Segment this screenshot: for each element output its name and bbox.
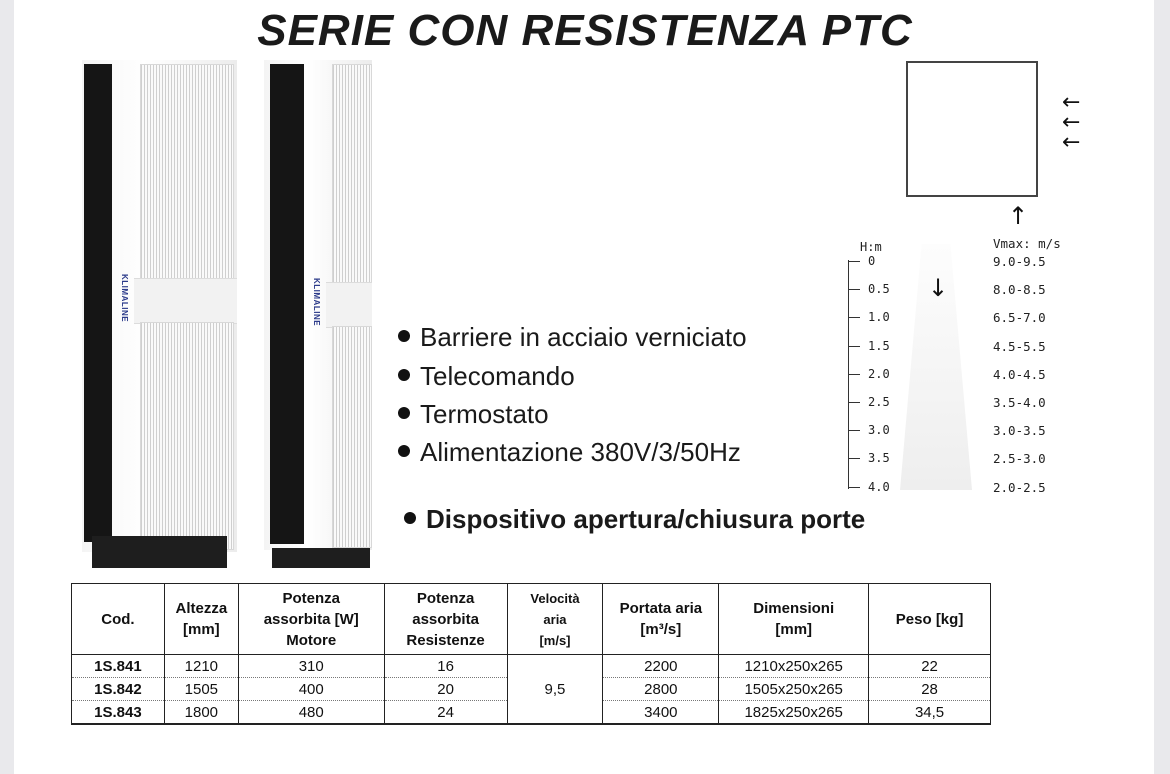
unit-middle-band [326,282,372,328]
cell-dimensioni: 1825x250x265 [719,701,869,725]
velocity-label: 6.5-7.0 [993,310,1046,325]
cell-peso: 34,5 [869,701,991,725]
velocity-label: 3.5-4.0 [993,395,1046,410]
velocity-label: 9.0-9.5 [993,254,1046,269]
velocity-axis-header: Vmax: m/s [993,236,1061,251]
arrow-left-icon: ← [1062,110,1081,135]
spec-table [71,583,991,725]
height-label: 2.0 [868,367,890,381]
cell-cod: 1S.842 [72,678,165,701]
unit-black-panel [84,64,112,542]
page-title: SERIE CON RESISTENZA PTC [257,6,913,55]
col-header-potenza-motore: Potenza assorbita [W] Motore [238,584,384,655]
cell-motore: 480 [238,701,384,725]
feature-text: Barriere in acciaio verniciato [420,322,747,352]
feature-text: Telecomando [420,361,575,391]
height-tick [848,317,860,318]
air-curtain-unit-small [264,60,372,550]
height-tick [848,346,860,347]
feature-item [398,361,575,392]
height-tick [848,430,860,431]
cell-cod: 1S.841 [72,655,165,678]
feature-text: Termostato [420,399,549,429]
velocity-label: 4.5-5.5 [993,339,1046,354]
height-label: 3.0 [868,423,890,437]
unit-grille-lower [332,326,372,548]
bullet-icon [398,445,410,457]
cell-altezza: 1210 [164,655,238,678]
unit-base-large [92,536,227,568]
height-label: 4.0 [868,480,890,494]
unit-grille-lower [140,322,234,550]
arrow-left-icon: ← [1062,90,1081,115]
col-header-velocita: Velocità aria [m/s] [507,584,603,655]
col-header-potenza-resistenze: Potenza assorbita Resistenze [384,584,507,655]
feature-item [398,399,549,430]
brand-logo: KLIMALINE [312,278,321,327]
cell-velocita: 9,5 [507,655,603,725]
feature-item [398,437,741,468]
cell-motore: 310 [238,655,384,678]
velocity-label: 3.0-3.5 [993,423,1046,438]
velocity-label: 2.0-2.5 [993,480,1046,495]
height-tick [848,374,860,375]
height-tick [848,289,860,290]
cell-motore: 400 [238,678,384,701]
height-label: 0 [868,254,876,268]
unit-grille-upper [140,64,234,280]
bullet-icon [404,512,416,524]
feature-text: Dispositivo apertura/chiusura porte [426,504,866,534]
height-label: 3.5 [868,451,890,465]
table-row [72,655,991,678]
col-header-dimensioni: Dimensioni [mm] [719,584,869,655]
brand-logo: KLIMALINE [120,274,129,323]
height-tick [848,487,860,488]
height-label: 1.0 [868,310,890,324]
arrow-left-icon: ← [1062,130,1081,155]
cell-resistenze: 24 [384,701,507,725]
unit-black-panel [270,64,304,544]
cell-altezza: 1505 [164,678,238,701]
bullet-icon [398,407,410,419]
arrow-up-icon: ↑ [1008,202,1029,230]
feature-item-bold [404,504,865,535]
height-axis-header: H:m [860,240,882,254]
height-label: 1.5 [868,339,890,353]
col-header-altezza: Altezza [mm] [164,584,238,655]
cell-portata: 2200 [603,655,719,678]
cell-dimensioni: 1505x250x265 [719,678,869,701]
table-header-row [72,584,991,655]
col-header-cod: Cod. [72,584,165,655]
cell-peso: 28 [869,678,991,701]
arrow-down-icon: ↓ [928,274,949,302]
unit-grille-upper [332,64,372,284]
cell-altezza: 1800 [164,701,238,725]
col-header-peso: Peso [kg] [869,584,991,655]
cell-peso: 22 [869,655,991,678]
feature-text: Alimentazione 380V/3/50Hz [420,437,741,467]
col-header-portata: Portata aria [m³/s] [603,584,719,655]
cell-resistenze: 20 [384,678,507,701]
velocity-label: 8.0-8.5 [993,282,1046,297]
unit-middle-band [134,278,237,324]
height-tick [848,402,860,403]
height-label: 2.5 [868,395,890,409]
bullet-icon [398,330,410,342]
cell-cod: 1S.843 [72,701,165,725]
unit-base-small [272,548,370,568]
height-label: 0.5 [868,282,890,296]
velocity-label: 4.0-4.5 [993,367,1046,382]
bullet-icon [398,369,410,381]
height-tick [848,261,860,262]
door-opening-diagram [906,61,1038,197]
cell-portata: 3400 [603,701,719,725]
cell-resistenze: 16 [384,655,507,678]
air-curtain-unit-large [82,60,237,552]
cell-portata: 2800 [603,678,719,701]
feature-item [398,322,747,353]
velocity-label: 2.5-3.0 [993,451,1046,466]
cell-dimensioni: 1210x250x265 [719,655,869,678]
height-tick [848,458,860,459]
